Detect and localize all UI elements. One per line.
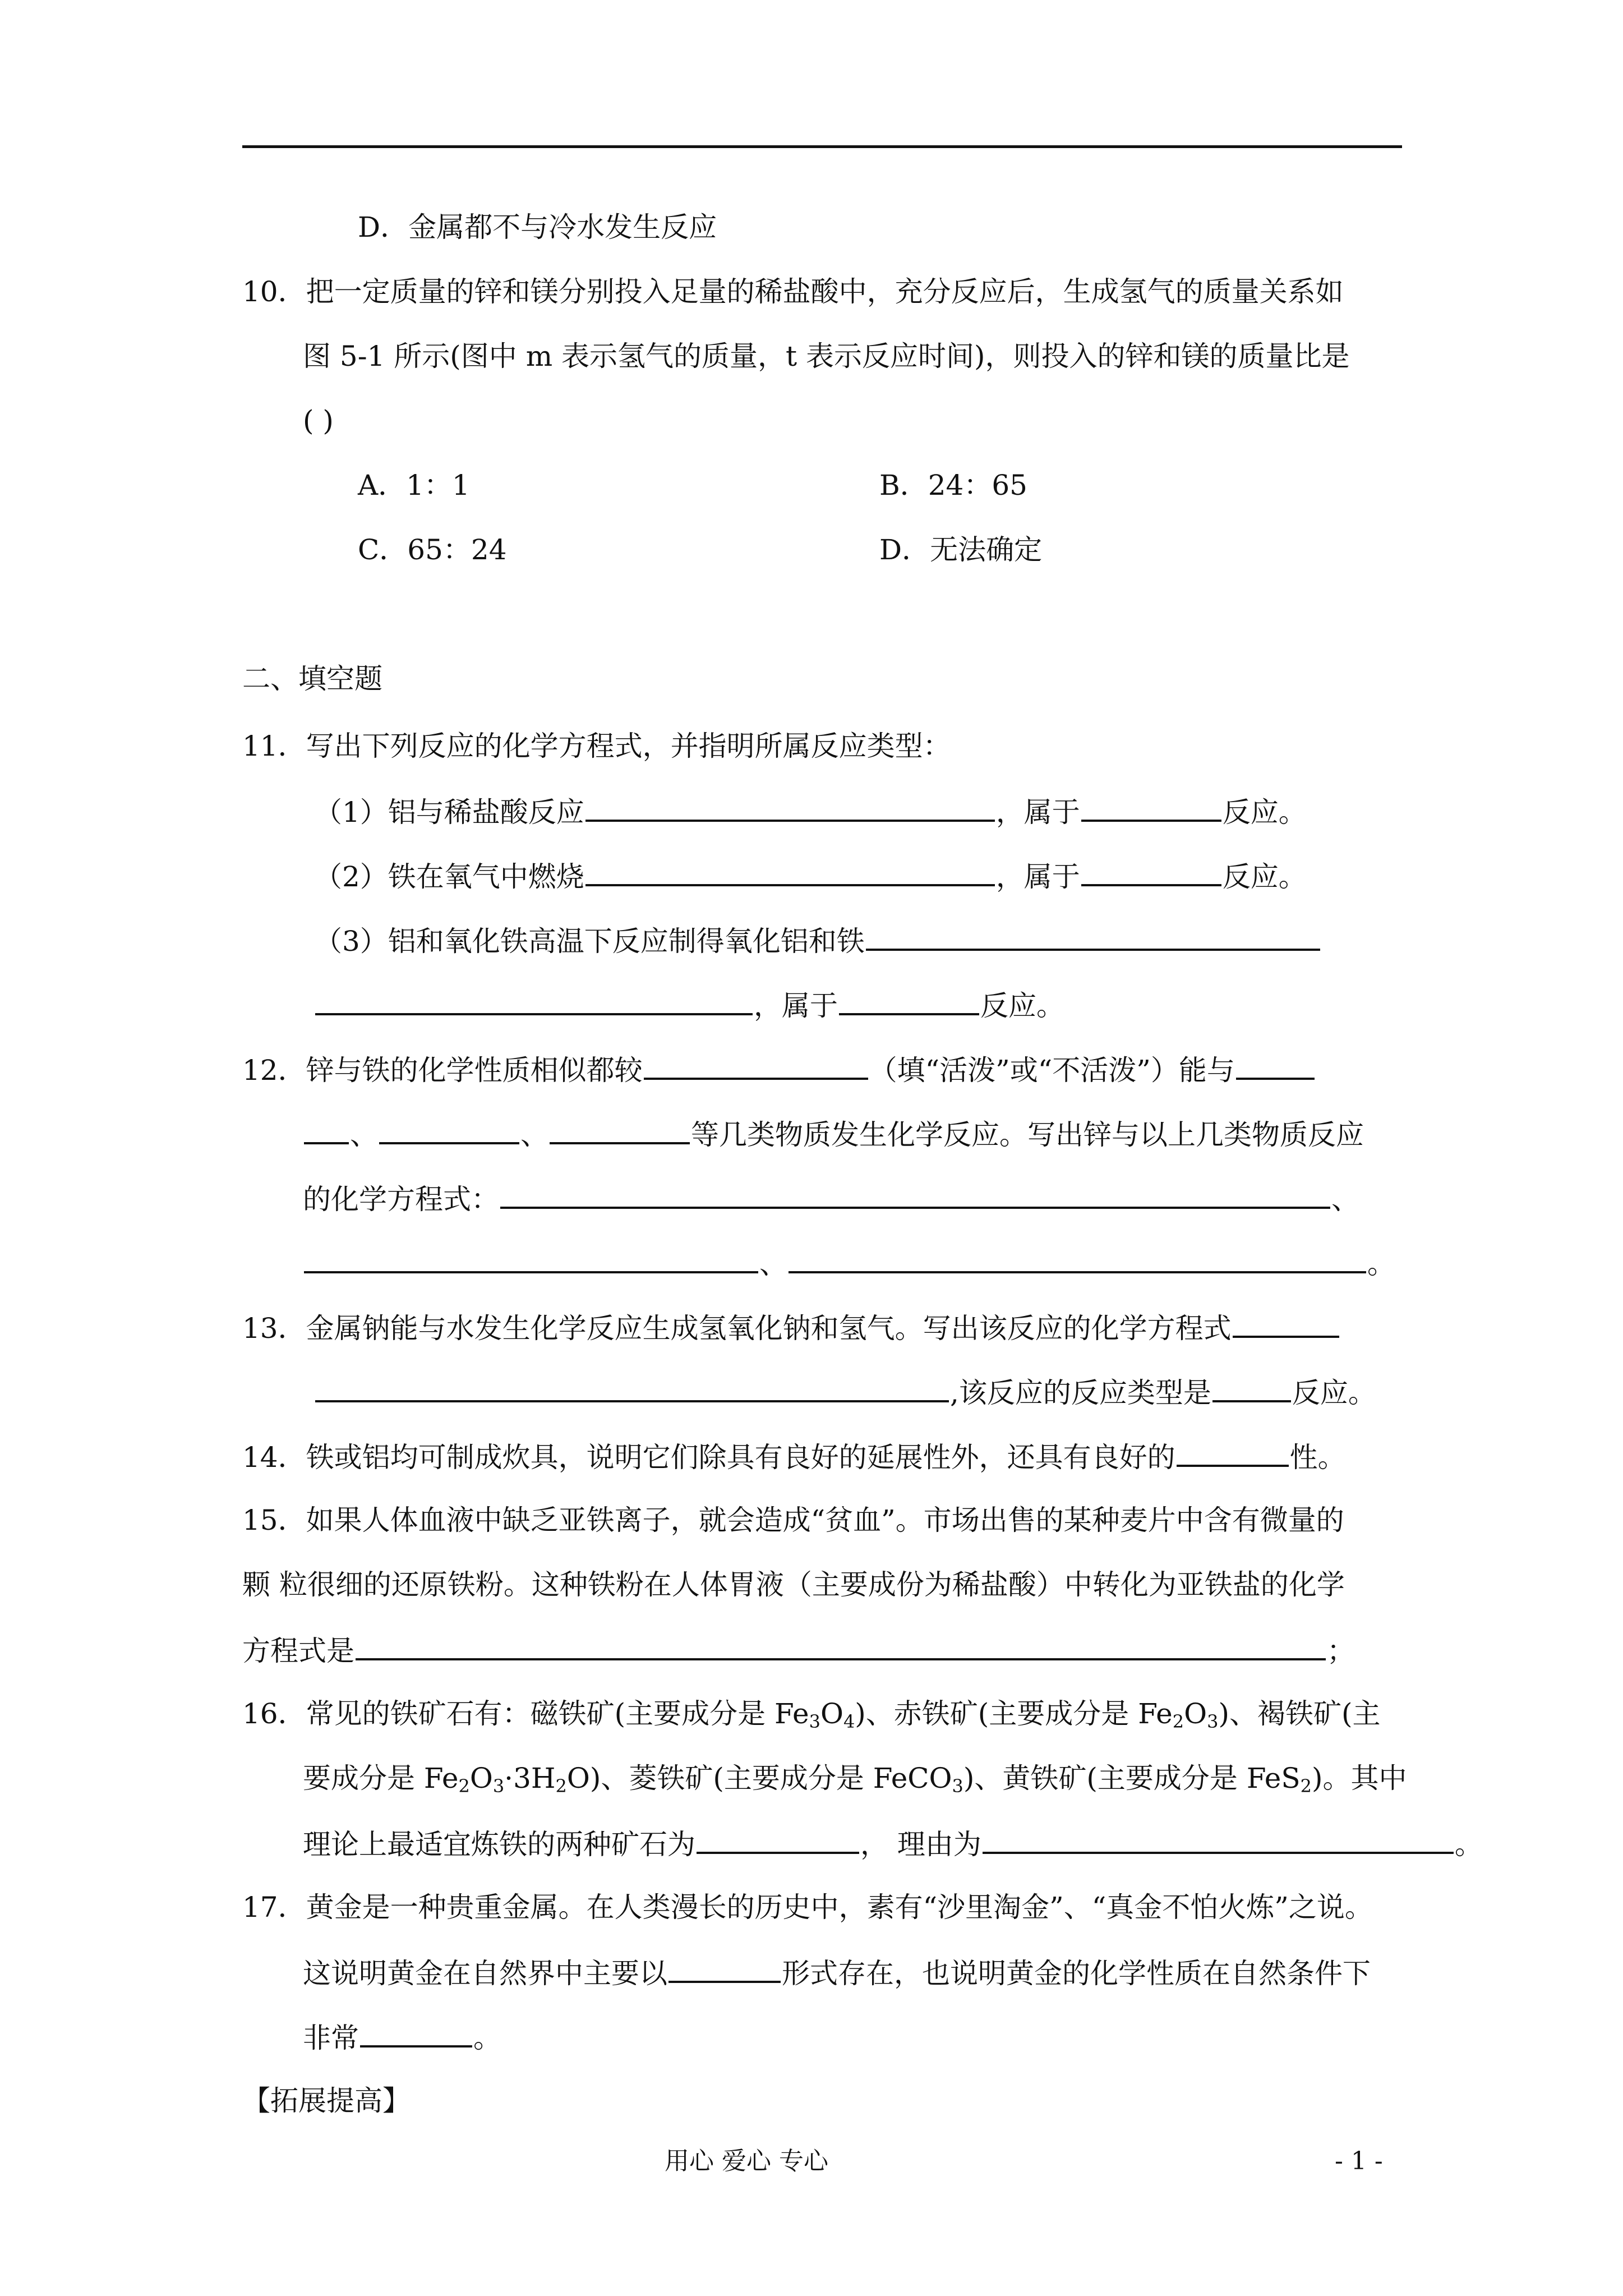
q11-react-text: 反应。: [1222, 796, 1307, 829]
q17-line2: [303, 1955, 1371, 1989]
q17-line1: 17．黄金是一种贵重金属。在人类漫长的历史中，素有“沙里淘金”、“真金不怕火炼”之说。: [242, 1891, 1373, 1924]
q17-form-blank[interactable]: [668, 1955, 781, 1983]
q14: [242, 1439, 1346, 1473]
subscript: 2: [458, 1775, 470, 1797]
subscript: 3: [492, 1775, 505, 1797]
q12-sep: 、: [350, 1119, 378, 1151]
footer-motto: 用心 爱心 专心: [665, 2147, 828, 2175]
q11-part3-type-blank[interactable]: [839, 987, 979, 1015]
q12-equation-blank-3[interactable]: [789, 1245, 1366, 1273]
q16-text: O: [1184, 1697, 1207, 1730]
subscript: 2: [1172, 1711, 1184, 1732]
subscript: 3: [809, 1711, 820, 1732]
q16-text: ·3H: [504, 1762, 556, 1795]
q16-text: O: [820, 1697, 843, 1730]
header-rule: [242, 145, 1402, 148]
q12-end: 。: [1367, 1248, 1395, 1280]
q15-text-c: 方程式是: [242, 1635, 354, 1667]
q14-text-a: 14．铁或铝均可制成炊具，说明它们除具有良好的延展性外，还具有良好的: [242, 1441, 1175, 1474]
q16-reason-blank[interactable]: [983, 1826, 1454, 1854]
subscript: 3: [1207, 1711, 1219, 1732]
q12-substance-blank-1b[interactable]: [304, 1116, 349, 1144]
q16-line3: [303, 1826, 1483, 1860]
q15-line3: [242, 1632, 1355, 1666]
q16-text: )、赤铁矿(主要成分是 Fe: [855, 1697, 1173, 1730]
q10-option-c: C．65：24: [358, 533, 507, 566]
q16-text: O: [469, 1762, 493, 1795]
q12-substance-blank-3[interactable]: [550, 1116, 690, 1144]
q16-text: )、黄铁矿(主要成分是 FeS: [963, 1762, 1301, 1795]
q13-text-a: 13．金属钠能与水发生化学反应生成氢氧化钠和氢气。写出该反应的化学方程式: [242, 1312, 1232, 1345]
q16-line2: [303, 1761, 1407, 1795]
q12-sep: 、: [1331, 1183, 1359, 1216]
q9-option-d: D．金属都不与冷水发生反应: [358, 211, 717, 243]
q12-line4: [303, 1245, 1395, 1279]
q11-belong-text: ，属于: [995, 861, 1080, 893]
q15-text-d: ；: [1327, 1635, 1355, 1667]
q14-property-blank[interactable]: [1177, 1439, 1289, 1467]
q17-text: 。: [473, 2022, 501, 2054]
q11-part3: [314, 923, 1321, 956]
q16-text: )。其中: [1311, 1762, 1407, 1795]
q12-text-a: 12．锌与铁的化学性质相似都较: [242, 1054, 643, 1087]
q11-part3-label: （3）铝和氧化铁高温下反应制得氧化铝和铁: [314, 925, 865, 958]
q15-line2: 颗 粒很细的还原铁粉。这种铁粉在人体胃液（主要成份为稀盐酸）中转化为亚铁盐的化学: [242, 1568, 1345, 1601]
q13-type-blank[interactable]: [1212, 1374, 1291, 1402]
q10-stem-line2: 图 5-1 所示(图中 m 表示氢气的质量，t 表示反应时间)，则投入的锌和镁的质量比是: [303, 340, 1350, 372]
q16-line1: [242, 1697, 1381, 1731]
q11-stem: 11．写出下列反应的化学方程式，并指明所属反应类型：: [242, 730, 951, 762]
q16-text: 要成分是 Fe: [303, 1762, 459, 1795]
q11-part3-equation-blank-a[interactable]: [866, 923, 1320, 951]
q15-line1: 15．如果人体血液中缺乏亚铁离子，就会造成“贫血”。市场出售的某种麦片中含有微量的: [242, 1504, 1344, 1536]
q14-text-b: 性。: [1289, 1441, 1346, 1474]
extension-heading: 【拓展提高】: [242, 2085, 411, 2117]
q10-option-d: D．无法确定: [879, 533, 1043, 566]
q11-part3-cont: [314, 987, 1064, 1021]
q16-text: O)、菱铁矿(主要成分是 FeCO: [566, 1762, 952, 1795]
q12-line2: [303, 1116, 1364, 1150]
subscript: 3: [952, 1775, 963, 1797]
q11-part2-equation-blank[interactable]: [585, 858, 995, 886]
q16-text: ， 理由为: [860, 1828, 981, 1861]
q10-stem-line3: ( ): [303, 404, 334, 437]
q17-stability-blank[interactable]: [360, 2019, 472, 2047]
q16-text: )、褐铁矿(主: [1218, 1697, 1381, 1730]
q13-line1: [242, 1310, 1340, 1343]
q12-sep: 、: [759, 1248, 787, 1280]
q12-line3: [303, 1181, 1359, 1214]
q13-line2: [314, 1374, 1376, 1408]
q17-text: 形式存在，也说明黄金的化学性质在自然条件下: [782, 1957, 1371, 1990]
q16-ores-blank[interactable]: [697, 1826, 859, 1854]
q12-equation-blank-2[interactable]: [304, 1245, 758, 1273]
q11-part2-label: （2）铁在氧气中燃烧: [314, 861, 584, 893]
q12-text-b: （填“活泼”或“不活泼”）能与: [869, 1054, 1235, 1087]
q13-text-c: 反应。: [1292, 1377, 1376, 1409]
q10-stem-line1: 10．把一定质量的锌和镁分别投入足量的稀盐酸中，充分反应后，生成氢气的质量关系如: [242, 275, 1344, 308]
q12-substance-blank-2[interactable]: [379, 1116, 519, 1144]
q11-part1-label: （1）铝与稀盐酸反应: [314, 796, 584, 829]
page-number: - 1 -: [1335, 2147, 1383, 2175]
q12-line1: [242, 1052, 1316, 1085]
q11-react-text: 反应。: [1222, 861, 1307, 893]
q17-line3: [303, 2019, 501, 2053]
q11-part3-equation-blank-b[interactable]: [315, 987, 753, 1015]
q13-equation-blank-a[interactable]: [1233, 1310, 1339, 1338]
q13-equation-blank-b[interactable]: [315, 1374, 949, 1402]
q12-text-c: 等几类物质发生化学反应。写出锌与以上几类物质反应: [691, 1119, 1364, 1151]
q12-activity-blank[interactable]: [644, 1052, 868, 1080]
subscript: 2: [555, 1775, 567, 1797]
q16-text: 16．常见的铁矿石有：磁铁矿(主要成分是 Fe: [242, 1697, 809, 1730]
subscript: 4: [843, 1711, 855, 1732]
q17-text: 这说明黄金在自然界中主要以: [303, 1957, 667, 1990]
q11-part2: [314, 858, 1307, 892]
q11-part1-type-blank[interactable]: [1081, 794, 1221, 822]
q16-text: 理论上最适宜炼铁的两种矿石为: [303, 1828, 695, 1861]
q17-text: 非常: [303, 2022, 359, 2054]
q13-text-b: ,该反应的反应类型是: [950, 1377, 1211, 1409]
q11-belong-text: ，属于: [754, 990, 838, 1022]
q15-equation-blank[interactable]: [356, 1632, 1326, 1660]
q11-react-text: 反应。: [980, 990, 1064, 1022]
q11-part2-type-blank[interactable]: [1081, 858, 1221, 886]
q10-option-b: B．24：65: [879, 469, 1027, 501]
q12-sep: 、: [520, 1119, 548, 1151]
q11-part1-equation-blank[interactable]: [585, 794, 995, 822]
subscript: 2: [1300, 1775, 1312, 1797]
q12-equation-blank-1[interactable]: [500, 1181, 1330, 1209]
q11-part1: [314, 794, 1307, 827]
q11-belong-text: ，属于: [995, 796, 1080, 829]
q10-option-a: A．1：1: [358, 469, 470, 501]
q16-text: 。: [1454, 1828, 1483, 1861]
q12-substance-blank-1a[interactable]: [1236, 1052, 1315, 1080]
q12-text-d: 的化学方程式：: [303, 1183, 499, 1216]
section-heading: 二、填空题: [242, 662, 382, 695]
